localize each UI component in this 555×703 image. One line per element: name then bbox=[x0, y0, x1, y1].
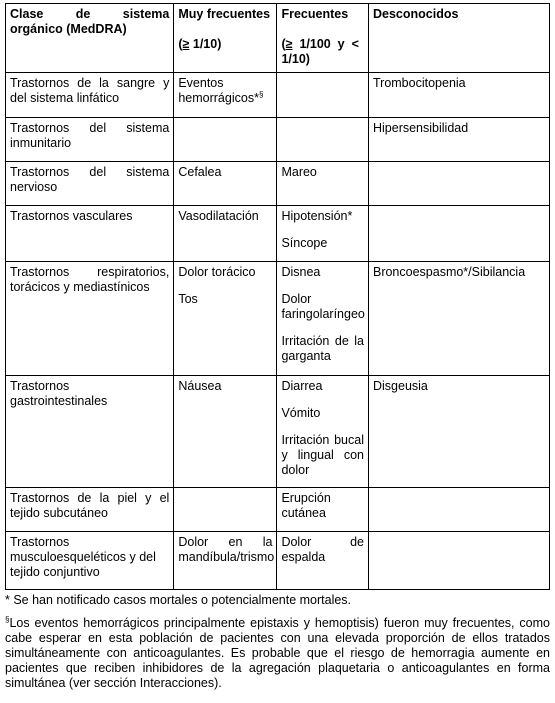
very-common-cell bbox=[174, 118, 277, 162]
header-very-common-freq-text: 1/10) bbox=[189, 37, 222, 51]
term: Vasodilatación bbox=[178, 209, 259, 223]
very-common-cell bbox=[174, 488, 277, 532]
term: Síncope bbox=[281, 236, 328, 250]
term: Dolor torácico bbox=[178, 265, 256, 279]
header-system-organ-class bbox=[6, 4, 174, 73]
unknown-cell bbox=[368, 162, 549, 206]
header-very-common-label: Muy frecuentes bbox=[178, 7, 271, 21]
table-row bbox=[6, 73, 550, 118]
term: Náusea bbox=[178, 379, 222, 393]
header-common-label: Frecuentes bbox=[281, 7, 349, 21]
term: Dolor en la mandíbula/trismo bbox=[178, 535, 275, 564]
unknown-cell bbox=[368, 206, 549, 262]
term: Hipotensión* bbox=[281, 209, 353, 223]
term: Irritación de la garganta bbox=[281, 334, 364, 363]
header-common-ge: ≥ bbox=[285, 37, 293, 51]
unknown-cell bbox=[368, 262, 549, 376]
common-cell bbox=[277, 262, 369, 376]
common-cell bbox=[277, 118, 369, 162]
header-unknown bbox=[368, 4, 549, 73]
term: Hipersensibilidad bbox=[372, 121, 469, 135]
common-cell bbox=[277, 488, 369, 532]
term: Disgeusia bbox=[372, 379, 428, 393]
very-common-cell bbox=[174, 376, 277, 488]
footnote-hemorrhage-text: Los eventos hemorrágicos principalmente epistaxis y hemoptisis) fueron muy frecuentes, como cabe esperar en esta población de pacientes con una elevada proporción de ellos tratados simultáneamente con anticoagulantes. Es probable que el riesgo de hemorragia aumente en pacientes que reciben inhibidores de la agregación plaquetaria o anticoagulantes en forma simultánea (ver sección Interacciones). bbox=[5, 616, 550, 690]
unknown-cell bbox=[368, 488, 549, 532]
common-cell bbox=[277, 376, 369, 488]
very-common-cell bbox=[174, 262, 277, 376]
term: Disnea bbox=[281, 265, 321, 279]
unknown-cell bbox=[368, 376, 549, 488]
header-class-line2: orgánico (MedDRA) bbox=[10, 22, 127, 36]
term: Broncoespasmo*/Sibilancia bbox=[372, 265, 526, 279]
common-cell bbox=[277, 532, 369, 590]
soc-cell: Trastornos vasculares bbox=[6, 206, 174, 262]
table-row bbox=[6, 262, 550, 376]
header-common bbox=[277, 4, 369, 73]
common-cell bbox=[277, 162, 369, 206]
very-common-cell bbox=[174, 73, 277, 118]
term: Eventos hemorrágicos* bbox=[178, 76, 259, 105]
soc-cell: Trastornos del sistema nervioso bbox=[6, 162, 174, 206]
soc-cell: Trastornos gastrointestinales bbox=[6, 376, 174, 488]
term: Tos bbox=[178, 292, 198, 306]
header-unknown-label: Desconocidos bbox=[372, 7, 459, 21]
term: Mareo bbox=[281, 165, 317, 179]
term: Dolor de espalda bbox=[281, 535, 364, 564]
soc-cell: Trastornos respiratorios, torácicos y mediastínicos bbox=[6, 262, 174, 376]
table-header-row bbox=[6, 4, 550, 73]
term: Vómito bbox=[281, 406, 321, 420]
header-common-freq: (≥ 1/100 y < 1/10) bbox=[281, 37, 366, 66]
term: Irritación bucal y lingual con dolor bbox=[281, 433, 364, 477]
header-very-common-ge: ≥ bbox=[182, 37, 190, 51]
very-common-cell bbox=[174, 206, 277, 262]
soc-cell: Trastornos musculoesqueléticos y del tejido conjuntivo bbox=[6, 532, 174, 590]
term: Trombocitopenia bbox=[372, 76, 466, 90]
term: Erupción cutánea bbox=[281, 491, 331, 520]
unknown-cell bbox=[368, 118, 549, 162]
footnote-hemorrhage bbox=[5, 616, 550, 691]
header-very-common-freq: (≥ 1/10) bbox=[178, 37, 222, 51]
table-row bbox=[6, 532, 550, 590]
very-common-cell bbox=[174, 532, 277, 590]
soc-cell: Trastornos del sistema inmunitario bbox=[6, 118, 174, 162]
table-row bbox=[6, 162, 550, 206]
section-sign-marker: § bbox=[5, 615, 10, 624]
soc-cell: Trastornos de la piel y el tejido subcutáneo bbox=[6, 488, 174, 532]
term: Dolor faringolaríngeo bbox=[281, 292, 365, 321]
unknown-cell bbox=[368, 73, 549, 118]
common-cell bbox=[277, 73, 369, 118]
table-row bbox=[6, 376, 550, 488]
header-class-line1: Clase de sistema bbox=[10, 7, 170, 21]
footnote-fatal-cases: * Se han notificado casos mortales o potencialmente mortales. bbox=[5, 593, 352, 607]
term: Cefalea bbox=[178, 165, 222, 179]
table-row bbox=[6, 118, 550, 162]
header-very-common bbox=[174, 4, 277, 73]
term: Diarrea bbox=[281, 379, 323, 393]
unknown-cell bbox=[368, 532, 549, 590]
table-row bbox=[6, 488, 550, 532]
adverse-reactions-table bbox=[5, 3, 550, 590]
soc-cell: Trastornos de la sangre y del sistema linfático bbox=[6, 73, 174, 118]
common-cell bbox=[277, 206, 369, 262]
very-common-cell bbox=[174, 162, 277, 206]
section-sign-marker: § bbox=[258, 90, 264, 99]
table-row bbox=[6, 206, 550, 262]
header-common-freq-text: 1/100 y < 1/10) bbox=[281, 37, 366, 66]
